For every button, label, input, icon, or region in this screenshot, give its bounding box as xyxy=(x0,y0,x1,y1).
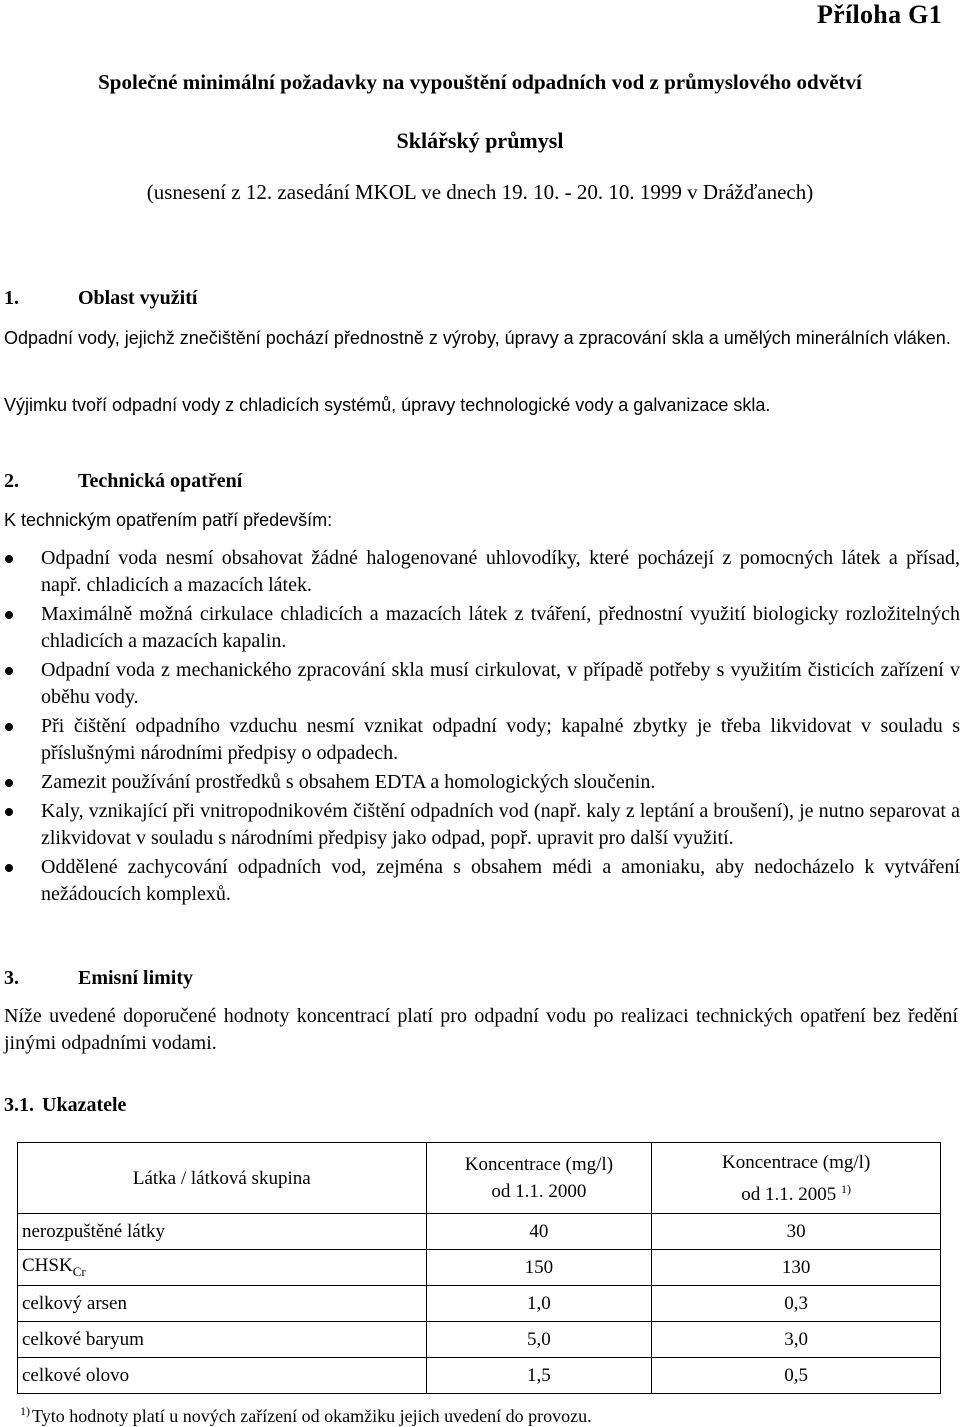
column-header-2005: Koncentrace (mg/l) od 1.1. 2005 $^{1)}$ xyxy=(652,1143,941,1214)
annex-label: Příloha G1 xyxy=(816,0,942,29)
bullet-icon xyxy=(5,611,13,619)
footnote xyxy=(20,1404,592,1427)
value-2000: 40 xyxy=(426,1214,652,1250)
footnote-mark: 1) xyxy=(20,1404,30,1418)
section-number: 3. xyxy=(4,967,19,989)
bullet-icon xyxy=(5,864,13,872)
section-3-1-heading xyxy=(4,1094,126,1117)
list-item: Odpadní voda nesmí obsahovat žádné halogenované uhlovodíky, které pocházejí z pomocných látek a přísad, např. chladicích a mazacích látek. xyxy=(4,545,960,599)
value-2000: 1,0 xyxy=(426,1286,652,1322)
table-row xyxy=(18,1214,941,1250)
bullet-icon xyxy=(5,808,13,816)
substance-name: celkový arsen xyxy=(18,1286,427,1322)
column-header-2000: Koncentrace (mg/l) od 1.1. 2000 xyxy=(426,1143,652,1214)
section-3-heading xyxy=(4,967,193,990)
value-2005: 0,3 xyxy=(652,1286,941,1322)
list-item: Kaly, vznikající při vnitropodnikovém čištění odpadních vod (např. kaly z leptání a broušení), je nutno separovat a zlikvidovat v souladu s národními předpisy jako odpad, popř. upravit pro další využití. xyxy=(4,798,960,852)
section-number: 3.1. xyxy=(4,1094,34,1116)
value-2000: 5,0 xyxy=(426,1322,652,1358)
list-item: Maximálně možná cirkulace chladicích a mazacích látek z tváření, přednostní využití biologicky rozložitelných chladicích a mazacích kapalin. xyxy=(4,601,960,655)
section-title: Oblast využití xyxy=(78,287,198,309)
table-header-row xyxy=(18,1143,941,1214)
substance-name: celkové baryum xyxy=(18,1322,427,1358)
bullet-icon xyxy=(5,555,13,563)
document-title: Společné minimální požadavky na vypouštění odpadních vod z průmyslového odvětví xyxy=(98,70,862,94)
section-1-paragraph: Odpadní vody, jejichž znečištění pochází přednostně z výroby, úpravy a zpracování skla a umělých minerálních vláken. xyxy=(4,328,951,348)
resolution-note: (usnesení z 12. zasedání MKOL ve dnech 19. 10. - 20. 10. 1999 v Drážďanech) xyxy=(146,180,814,204)
bullet-icon xyxy=(5,667,13,675)
list-item: Při čištění odpadního vzduchu nesmí vznikat odpadní vody; kapalné zbytky je třeba likvidovat v souladu s příslušnými národními předpisy o odpadech. xyxy=(4,713,960,767)
substance-name: $CHSK_{Cr}$ xyxy=(18,1250,427,1286)
list-item: Odpadní voda z mechanického zpracování skla musí cirkulovat, v případě potřeby s využitím čisticích zařízení v oběhu vody. xyxy=(4,657,960,711)
section-title: Ukazatele xyxy=(42,1094,127,1116)
emission-limits-table xyxy=(17,1142,941,1394)
value-2005: 130 xyxy=(652,1250,941,1286)
column-header-substance: Látka / látková skupina xyxy=(18,1143,427,1214)
technical-measures-list xyxy=(4,545,960,908)
value-2005: 3,0 xyxy=(652,1322,941,1358)
table-row xyxy=(18,1322,941,1358)
value-2000: 1,5 xyxy=(426,1358,652,1394)
value-2000: 150 xyxy=(426,1250,652,1286)
section-number: 1. xyxy=(4,287,19,309)
list-item: Oddělené zachycování odpadních vod, zejména s obsahem médi a amoniaku, aby nedocházelo k vytváření nežádoucích komplexů. xyxy=(4,854,960,908)
sector-title: Sklářský průmysl xyxy=(396,128,564,153)
footnote-text: Tyto hodnoty platí u nových zařízení od okamžiku jejich uvedení do provozu. xyxy=(32,1406,592,1426)
section-1-exception: Výjimku tvoří odpadní vody z chladicích systémů, úpravy technologické vody a galvanizace skla. xyxy=(4,395,771,415)
table-row xyxy=(18,1286,941,1322)
bullet-icon xyxy=(5,723,13,731)
footnote-reference: 1) xyxy=(841,1181,852,1196)
table-row xyxy=(18,1358,941,1394)
section-2-heading xyxy=(4,470,242,493)
section-title: Emisní limity xyxy=(78,967,194,989)
value-2005: 30 xyxy=(652,1214,941,1250)
substance-name: nerozpuštěné látky xyxy=(18,1214,427,1250)
subscript: Cr xyxy=(72,1263,86,1279)
table-row xyxy=(18,1250,941,1286)
substance-name: celkové olovo xyxy=(18,1358,427,1394)
bullet-icon xyxy=(5,779,13,787)
section-title: Technická opatření xyxy=(78,470,243,492)
section-3-paragraph: Níže uvedené doporučené hodnoty koncentrací platí pro odpadní vodu po realizaci technických opatření bez ředění jinými odpadními vodami. xyxy=(4,1005,958,1054)
list-item: Zamezit používání prostředků s obsahem EDTA a homologických sloučenin. xyxy=(4,769,960,796)
section-number: 2. xyxy=(4,470,19,492)
value-2005: 0,5 xyxy=(652,1358,941,1394)
section-1-heading xyxy=(4,287,197,310)
section-2-intro: K technickým opatřením patří především: xyxy=(4,510,333,530)
